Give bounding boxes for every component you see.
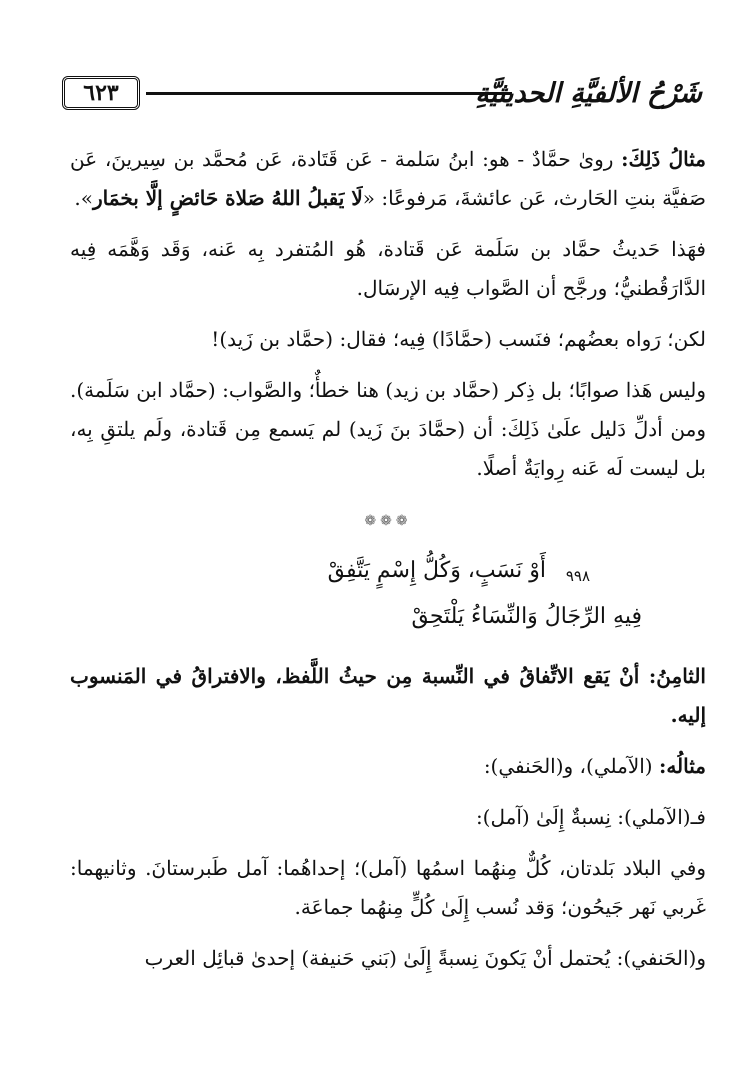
section-separator: ❁❁❁ — [364, 513, 412, 529]
quote-close: ». — [74, 186, 94, 210]
verse-number: ٩٩٨ — [565, 567, 590, 585]
paragraph-eighth: الثامِنُ: أنْ يَقع الاتِّفاقُ في النِّسبة مِن حيثُ اللَّفظ، والافتراقُ في المَنسوب إليه. — [70, 664, 706, 727]
example-2-lead: مثالُه: — [658, 754, 706, 778]
page-header — [62, 72, 702, 116]
paragraph-amuli: فـ(الآملي): نِسبةٌ إِلَىٰ (آمل): — [475, 805, 706, 829]
verse-block — [70, 551, 706, 643]
example-lead: مثالُ ذَلِكَ: — [621, 147, 706, 171]
example-2-text: (الآملي)، و(الحَنفي): — [483, 754, 659, 778]
example-text: روىٰ حمَّادٌ - هو: ابنُ سَلمة - عَن قَتَادة، عَن مُحمَّد بن سِيرينَ، عَن صَفيَّة بنتِ الحَارث، عَن عائشةَ، مَرفوعًا: « — [70, 147, 706, 210]
paragraph-correction: وليس هَذا صوابًا؛ بل ذِكر (حمَّاد بن زيد) هنا خطأٌ؛ والصَّواب: (حمَّاد ابن سَلَمة). ومن أدلِّ دَليل علَىٰ ذَلِكَ: أن (حمَّادَ بنَ زَيد) لم يَسمع مِن قَتادة، ولَم يلتقِ بِه، بل ليست لَه عَنه رِوايَةٌ أصلًا. — [70, 378, 706, 480]
hadith-quote: لَا يَقبلُ اللهُ صَلاة حَائضٍ إلَّا بخمَار — [93, 186, 363, 210]
verse-hemistich-2: فِيهِ الرِّجَالُ وَالنِّسَاءُ يَلْتَحِقْ — [411, 604, 642, 629]
running-title: شَرْحُ الألفيَّةِ الحديثيَّةِ — [475, 78, 702, 109]
page-body — [70, 140, 706, 978]
paragraph-daraqutni: فهَذا حَديثُ حمَّاد بن سَلَمة عَن قَتادة، هُو المُتفرد بِه عَنه، وَقَد وَهَّمَه فِيه الدَّارَقُطنيُّ؛ ورجَّح أن الصَّواب فِيه الإرسَال. — [70, 237, 706, 300]
paragraph-example-2 — [70, 747, 706, 786]
paragraph-towns: وفي البلاد بَلدتان، كُلٌّ مِنهُما اسمُها (آمل)؛ إحداهُما: آمل طَبرستانَ. وثانيهما: غَربي نَهر جَيحُون؛ وَقد نُسب إِلَىٰ كُلٍّ مِنهُما جماعَة. — [70, 856, 706, 919]
paragraph-attribution: لكن؛ رَواه بعضُهم؛ فنَسب (حمَّادًا) فِيه؛ فقال: (حمَّاد بن زَيد)! — [211, 327, 706, 351]
verse-hemistich-1: أَوْ نَسَبٍ، وَكُلُّ إِسْمٍ يَتَّفِقْ — [327, 558, 546, 583]
header-rule — [146, 92, 512, 95]
paragraph-example — [70, 140, 706, 218]
paragraph-hanafi: و(الحَنفي): يُحتمل أنْ يَكونَ نِسبةً إِلَىٰ (بَني حَنيفة) إحدىٰ قبائِل العرب — [144, 946, 706, 970]
page-number: ٦٢٣ — [62, 76, 140, 110]
